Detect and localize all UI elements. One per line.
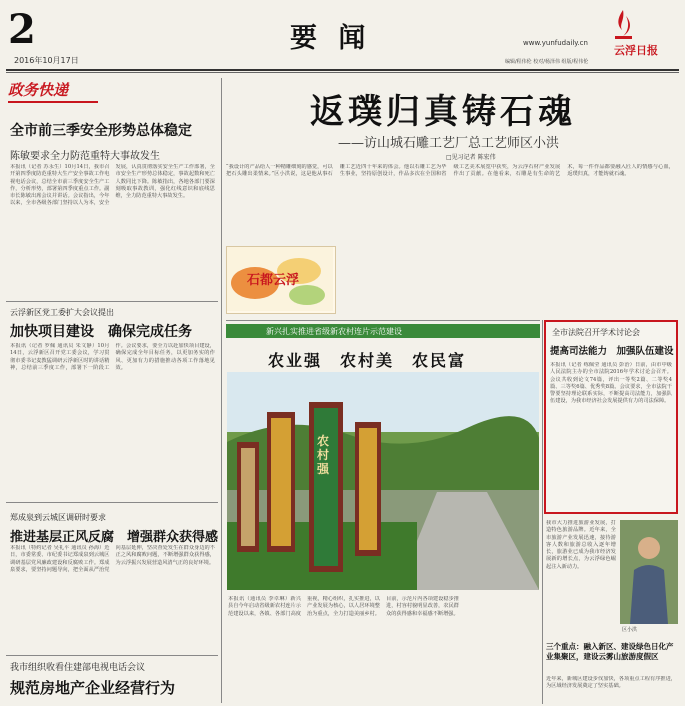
column-divider [221, 78, 222, 703]
masthead [0, 0, 685, 75]
feature-body: “我设计的产品给人一种精雕细刻的感觉，可以把石头雕出柔情来。”区小洪说，这是他从事石雕工艺近四十年来的体会。他以石雕工艺为毕生事业，坚持原创设计，作品多次在全国和省级工艺美术展览中获奖，为云浮石材产业发展作出了贡献。在他看来，石雕是有生命的艺术，每一件作品都要融入匠人的情感与心血，返璞归真，才能铸就石魂。 [226, 164, 674, 178]
person-icon [620, 520, 678, 624]
section-title: 要 闻 [290, 23, 372, 54]
story3-headline: 推进基层正风反腐 增强群众获得感 [10, 530, 219, 545]
story4-kicker: 我市组织收看住建部电视电话会议 [10, 663, 146, 673]
column-divider [542, 320, 543, 704]
court-headline: 提高司法能力 加强队伍建设 [550, 346, 674, 357]
right-story2-body: 我市大力推进旅游业发展，打造特色旅游品牌。近年来，全市旅游产业发展迅速，接待游客人数和旅游总收入逐年增长，旅游业已成为我市经济发展新的增长点，为云浮绿色崛起注入新动力。 [546, 520, 616, 570]
green-banner: 新兴扎实推进省级新农村连片示范建设 [226, 324, 540, 338]
paper-name: 云浮日报 [614, 44, 658, 57]
court-kicker: 全市法院召开学术讨论会 [552, 328, 640, 337]
green-body: 本报讯（通讯员 李卓琳）新兴县自今年启动省级新农村连片示范建设以来，各镇、各部门高度重视，精心组织，扎实推进，以产业发展为核心，以人居环境整治为重点，全力打造美丽乡村。目前，示范片内各项建设稳步推进，村容村貌明显改善，农民群众的获得感和幸福感不断增强。 [228, 596, 459, 617]
left-column [6, 76, 220, 704]
tourism-ad [226, 246, 336, 314]
divider [6, 655, 218, 656]
story1-subhead: 陈敏要求全力防范重特大事故发生 [10, 151, 160, 162]
village-sign-text: 农村强 [317, 434, 330, 476]
feature-byline: □见习记者 陈宏伟 [446, 154, 496, 161]
feature-title: 返璞归真铸石魂 [310, 92, 576, 132]
court-body: 本报讯（记者 练佩莹 通讯员 彭治）日前，由市中级人民法院主办的全市法院2016年学术讨论会召开。会议共收到论文74篇，评出一等奖2篇、二等奖4篇、三等奖6篇、优秀奖8篇。会议要求，全市法院干警要坚持理论联系实际，不断提高司法能力，加强队伍建设，为我市经济社会发展提供有力的司法保障。 [550, 362, 672, 405]
feature-story [226, 78, 678, 318]
masthead-rule-thin [6, 72, 679, 73]
masthead-rule [6, 69, 679, 71]
highlight-box [544, 320, 678, 514]
story1-body: 本报讯（记者 苏永生）10月14日，我市召开第四季度防范重特大生产安全事故工作电视电话会议，总结全市前三季度安全生产工作，分析形势，部署第四季度重点工作。副市长陈敏出席会议并讲话。会议指出，今年以来，全市各级各部门坚持以人为本，安全发展，认真贯彻落实安全生产工作部署，全市安全生产形势总体稳定，事故起数和死亡人数同比下降。陈敏指出，各地各部门要深刻吸取事故教训，强化红线意识和底线思维，全力防范重特大事故发生。 [10, 164, 215, 207]
right-story3-body: 近年来，新城区建设步伐加快，各项重点工程有序推进，为区域经济发展奠定了坚实基础。 [546, 676, 676, 690]
right-column [544, 320, 680, 704]
page-number: 2 [8, 6, 36, 53]
right-story3-headline: 三个重点：融入新区、建设绿色日化产业集聚区，建设云雾山旅游度假区 [546, 642, 674, 661]
editor-line: 编辑/程伟伦 校对/杨泽伟 组版/程伟伦 [505, 59, 589, 65]
green-feature [226, 324, 540, 704]
story2-body: 本报讯（记者 罗佩 通讯员 朱文静）10月14日，云浮新区召开党工委会议，学习贯彻市委书记麦教猛调研云浮新区时的讲话精神，总结前三季度工作，部署下一阶段工作。会议要求，要全力以赴加快项目建设，确保完成全年目标任务，以更加务实的作风、更加有力的措施推动各项工作落地见效。 [10, 343, 215, 371]
feature-subtitle: ——访山城石雕工艺厂总工艺师区小洪 [338, 136, 560, 151]
green-headline: 农业强 农村美 农民富 [268, 351, 467, 370]
story3-kicker: 郑成泉到云城区调研时要求 [10, 513, 106, 522]
story4-headline: 规范房地产企业经营行为 [10, 679, 176, 697]
website-url: www.yunfudaily.cn [523, 39, 588, 47]
story2-kicker: 云浮新区党工委扩大会议提出 [10, 308, 114, 317]
paper-logo-icon [612, 8, 634, 42]
photo-caption: 区小洪 [622, 627, 638, 633]
issue-date: 2016年10月17日 [14, 56, 79, 65]
divider [6, 502, 218, 503]
story1-headline: 全市前三季安全形势总体稳定 [10, 123, 192, 139]
story2-headline: 加快项目建设 确保完成任务 [10, 324, 192, 340]
portrait-photo [620, 520, 678, 624]
ad-text: 石都云浮 [247, 273, 300, 288]
column-logo: 政务快递 [8, 79, 98, 105]
story3-body: 本报讯（特约记者 吴礼平 通讯员 孙海）近日，市委常委、市纪委书记郑成泉到云城区调研基层党风廉政建设和反腐败工作。郑成泉要求，要坚持问题导向，把全面从严治党向基层延伸，坚决查处发生在群众身边的不正之风和腐败问题，不断增强群众获得感，为云浮振兴发展营造风清气正的良好环境。 [10, 545, 215, 573]
divider [6, 301, 218, 302]
village-photo [227, 372, 539, 590]
divider [226, 320, 540, 321]
